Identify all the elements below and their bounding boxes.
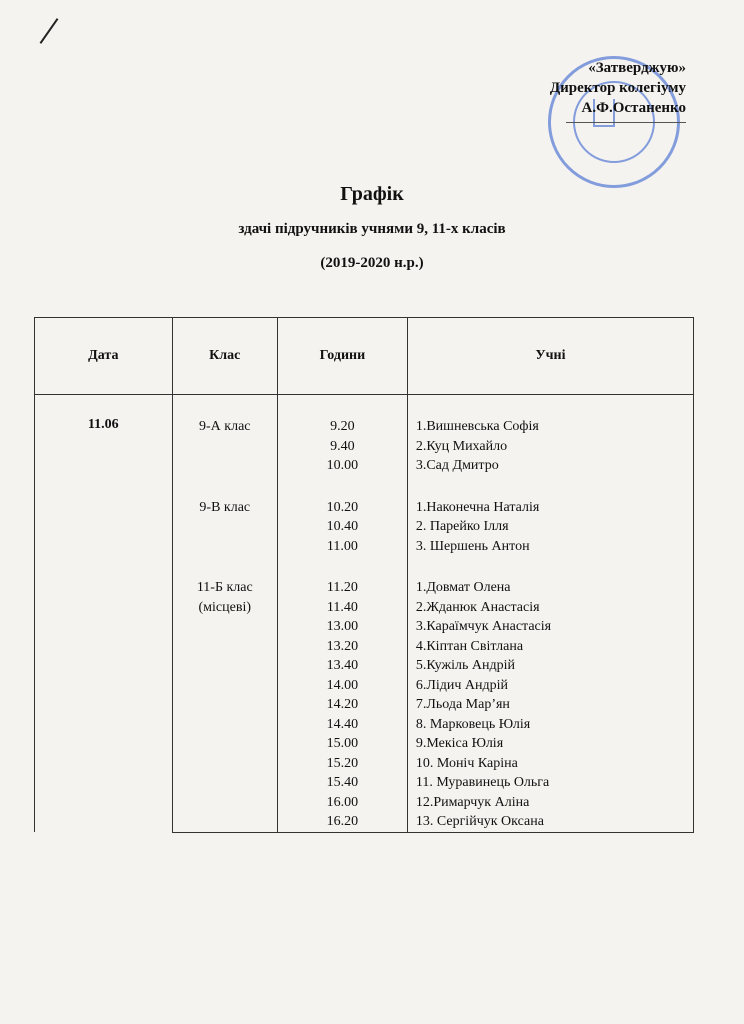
pupils-cell bbox=[408, 476, 693, 557]
pupils-cell bbox=[408, 395, 693, 476]
pupil-name: 7.Льода Мар’ян bbox=[415, 697, 510, 712]
pupil-name: 3.Сад Дмитро bbox=[415, 458, 499, 473]
pupil-name: 2.Жданюк Анастасія bbox=[415, 599, 540, 615]
approval-line-1: «Затверджую» bbox=[588, 60, 686, 76]
pupil-name: 2.Куц Михайло bbox=[415, 438, 508, 454]
class-cell bbox=[173, 476, 277, 518]
time-slot: 10.40 bbox=[326, 519, 359, 534]
school-year: (2019-2020 н.р.) bbox=[320, 255, 424, 271]
pupil-name: 11. Муравинець Ольга bbox=[415, 775, 550, 790]
time-slot: 13.00 bbox=[326, 619, 359, 634]
time-slot: 13.40 bbox=[326, 658, 359, 673]
header-date: Дата bbox=[35, 318, 173, 395]
approval-line-3: А.Ф.Останенко bbox=[581, 100, 686, 116]
pupil-name: 3.Караїмчук Анастасія bbox=[415, 619, 552, 634]
pupil-name: 1.Наконечна Наталія bbox=[415, 499, 540, 515]
date-cell: 11.06 bbox=[87, 417, 119, 432]
header-class: Клас bbox=[172, 318, 277, 395]
time-slot: 9.20 bbox=[330, 419, 355, 434]
class-name: 9-В клас bbox=[199, 499, 251, 515]
pupil-name: 10. Моніч Каріна bbox=[415, 755, 518, 771]
time-slot: 9.40 bbox=[330, 438, 355, 454]
time-slot: 14.40 bbox=[326, 716, 359, 732]
pupil-name: 12.Римарчук Аліна bbox=[415, 794, 530, 810]
class-name: 9-А клас bbox=[199, 419, 251, 434]
time-slot: 10.00 bbox=[326, 458, 359, 473]
table-row bbox=[35, 395, 694, 476]
signature-line bbox=[566, 122, 686, 123]
pupil-name: 3. Шершень Антон bbox=[415, 538, 530, 554]
schedule-table bbox=[34, 317, 694, 833]
approval-block bbox=[550, 58, 686, 123]
pen-mark bbox=[40, 18, 59, 44]
document-title: Графік bbox=[340, 183, 404, 205]
time-slot: 15.40 bbox=[326, 775, 359, 790]
class-cell bbox=[173, 395, 277, 437]
time-slot: 13.20 bbox=[326, 638, 359, 654]
pupil-name: 8. Марковець Юлія bbox=[415, 716, 531, 732]
document-subtitle: здачі підручників учнями 9, 11-х класів bbox=[238, 221, 506, 237]
time-slot: 10.20 bbox=[326, 499, 359, 515]
pupil-name: 2. Парейко Ілля bbox=[415, 519, 509, 534]
pupil-name: 9.Мекіса Юлія bbox=[415, 736, 504, 751]
pupil-name: 4.Кіптан Світлана bbox=[415, 638, 524, 654]
pupil-name: 1.Вишневська Софія bbox=[415, 419, 539, 434]
class-name: (місцеві) bbox=[198, 599, 252, 615]
class-cell bbox=[173, 556, 277, 617]
hours-cell bbox=[278, 556, 407, 832]
pupils-cell bbox=[408, 556, 693, 832]
time-slot: 11.20 bbox=[326, 580, 358, 595]
time-slot: 16.20 bbox=[326, 814, 359, 829]
hours-cell bbox=[278, 476, 407, 557]
time-slot: 11.40 bbox=[326, 599, 358, 615]
time-slot: 15.00 bbox=[326, 736, 359, 751]
pupil-name: 6.Лідич Андрій bbox=[415, 677, 508, 693]
header-pupils: Учні bbox=[407, 318, 693, 395]
approval-line-2: Директор колегіуму bbox=[549, 80, 686, 96]
header-hours: Години bbox=[277, 318, 407, 395]
time-slot: 14.20 bbox=[326, 697, 359, 712]
table-header-row bbox=[35, 318, 694, 395]
time-slot: 16.00 bbox=[326, 794, 359, 810]
pupil-name: 13. Сергійчук Оксана bbox=[415, 814, 544, 829]
time-slot: 11.00 bbox=[326, 538, 358, 554]
time-slot: 14.00 bbox=[326, 677, 359, 693]
class-name: 11-Б клас bbox=[196, 580, 253, 595]
pupil-name: 1.Довмат Олена bbox=[415, 580, 511, 595]
time-slot: 15.20 bbox=[326, 755, 359, 771]
pupil-name: 5.Кужіль Андрій bbox=[415, 658, 515, 673]
hours-cell bbox=[278, 395, 407, 476]
